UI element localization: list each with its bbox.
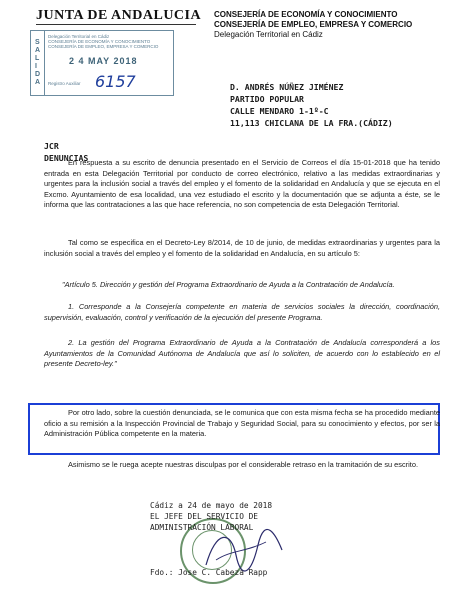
stamp-registry-label: Registro Auxiliar [48,81,81,86]
logo-underline [36,24,196,25]
org-line-1: CONSEJERÍA DE ECONOMÍA Y CONOCIMIENTO [214,10,398,19]
signature-block [150,500,272,578]
org-line-2: CONSEJERÍA DE EMPLEO, EMPRESA Y COMERCIO [214,20,413,29]
reference-initials: JCR [44,141,59,151]
stamp-side-label [31,31,45,95]
exit-registry-stamp [30,30,174,96]
recipient-address [230,81,393,129]
recipient-city: 11,113 CHICLANA DE LA FRA.(CÁDIZ) [230,118,393,128]
closing-role-2: ADMINISTRACIÓN LABORAL [150,523,254,532]
stamp-header-line-2: CONSEJERÍA DE ECONOMÍA Y CONOCIMIENTO [48,39,151,44]
department-header [214,10,412,40]
stamp-header-line-1: Delegación Territorial en Cádiz [48,34,110,39]
closing-date: Cádiz a 24 de mayo de 2018 [150,501,273,510]
paragraph-1: En respuesta a su escrito de denuncia presentado en el Servicio de Correos el día 15-01-2018 que ha tenido entrada en esta Delegación Territorial por conducto de correo electrónico, relativo a las medidas extraordinarias y urgentes para la inclusión social a través del empleo y el fomento de la solidaridad en Andalucía y que se ejecuta en el Excmo. Ayuntamiento de esa localidad, una vez estudiado el escrito y la documentación que se adjunta a éste, se le informa que las contrataciones a las que hace referencia, no son competencia de esta Delegación Territorial. [44,158,440,210]
junta-logo: JUNTA DE ANDALUCIA [36,8,202,23]
stamp-handwritten-number: 6157 [95,72,136,91]
paragraph-3: Por otro lado, sobre la cuestión denunciada, se le comunica que con esta misma fecha se ha procedido mediante oficio a su remisión a la Inspección Provincial de Trabajo y Seguridad Social, para su conocimiento y efectos, por ser la Administración Pública competente en la materia. [44,408,440,439]
closing-role-1: EL JEFE DEL SERVICIO DE [150,512,258,521]
stamp-date: 2 4 MAY 2018 [69,56,138,66]
paragraph-4: Asimismo se le ruega acepte nuestras disculpas por el considerable retraso en la tramitación de su escrito. [68,460,418,469]
stamp-side-text: S A L I D A [34,39,41,86]
article-title: "Artículo 5. Dirección y gestión del Programa Extraordinario de Ayuda a la Contratación de Andalucía. [62,280,395,289]
article-point-2: 2. La gestión del Programa Extraordinario de Ayuda a la Contratación de Andalucía corresponderá a los Ayuntamientos de la Comunidad Autónoma de Andalucía que así lo soliciten, de acuerdo con lo establecido en el presente Decreto-ley." [44,338,440,369]
closing-signed-name: Fdo.: Jose C. Cabeza Rapp [150,568,268,577]
paragraph-2: Tal como se especifica en el Decreto-Ley 8/2014, de 10 de junio, de medidas extraordinarias y urgentes para la inclusión social a través del empleo y el fomento de la solidaridad en Andalucía, en su artículo 5: [44,238,440,258]
recipient-name: D. ANDRÉS NÚÑEZ JIMÉNEZ [230,82,344,92]
article-point-1: 1. Corresponde a la Consejería competente en materia de servicios sociales la dirección, coordinación, supervisión, evaluación, control y verificación de la ejecución del presente Programa. [44,302,440,322]
org-delegation: Delegación Territorial en Cádiz [214,30,323,39]
stamp-header-line-3: CONSEJERÍA DE EMPLEO, EMPRESA Y COMERCIO [48,44,159,49]
stamp-header [48,34,170,49]
recipient-street: CALLE MENDARO 1-1º-C [230,106,329,116]
recipient-org: PARTIDO POPULAR [230,94,304,104]
reference-subject: DENUNCIAS [44,153,89,163]
